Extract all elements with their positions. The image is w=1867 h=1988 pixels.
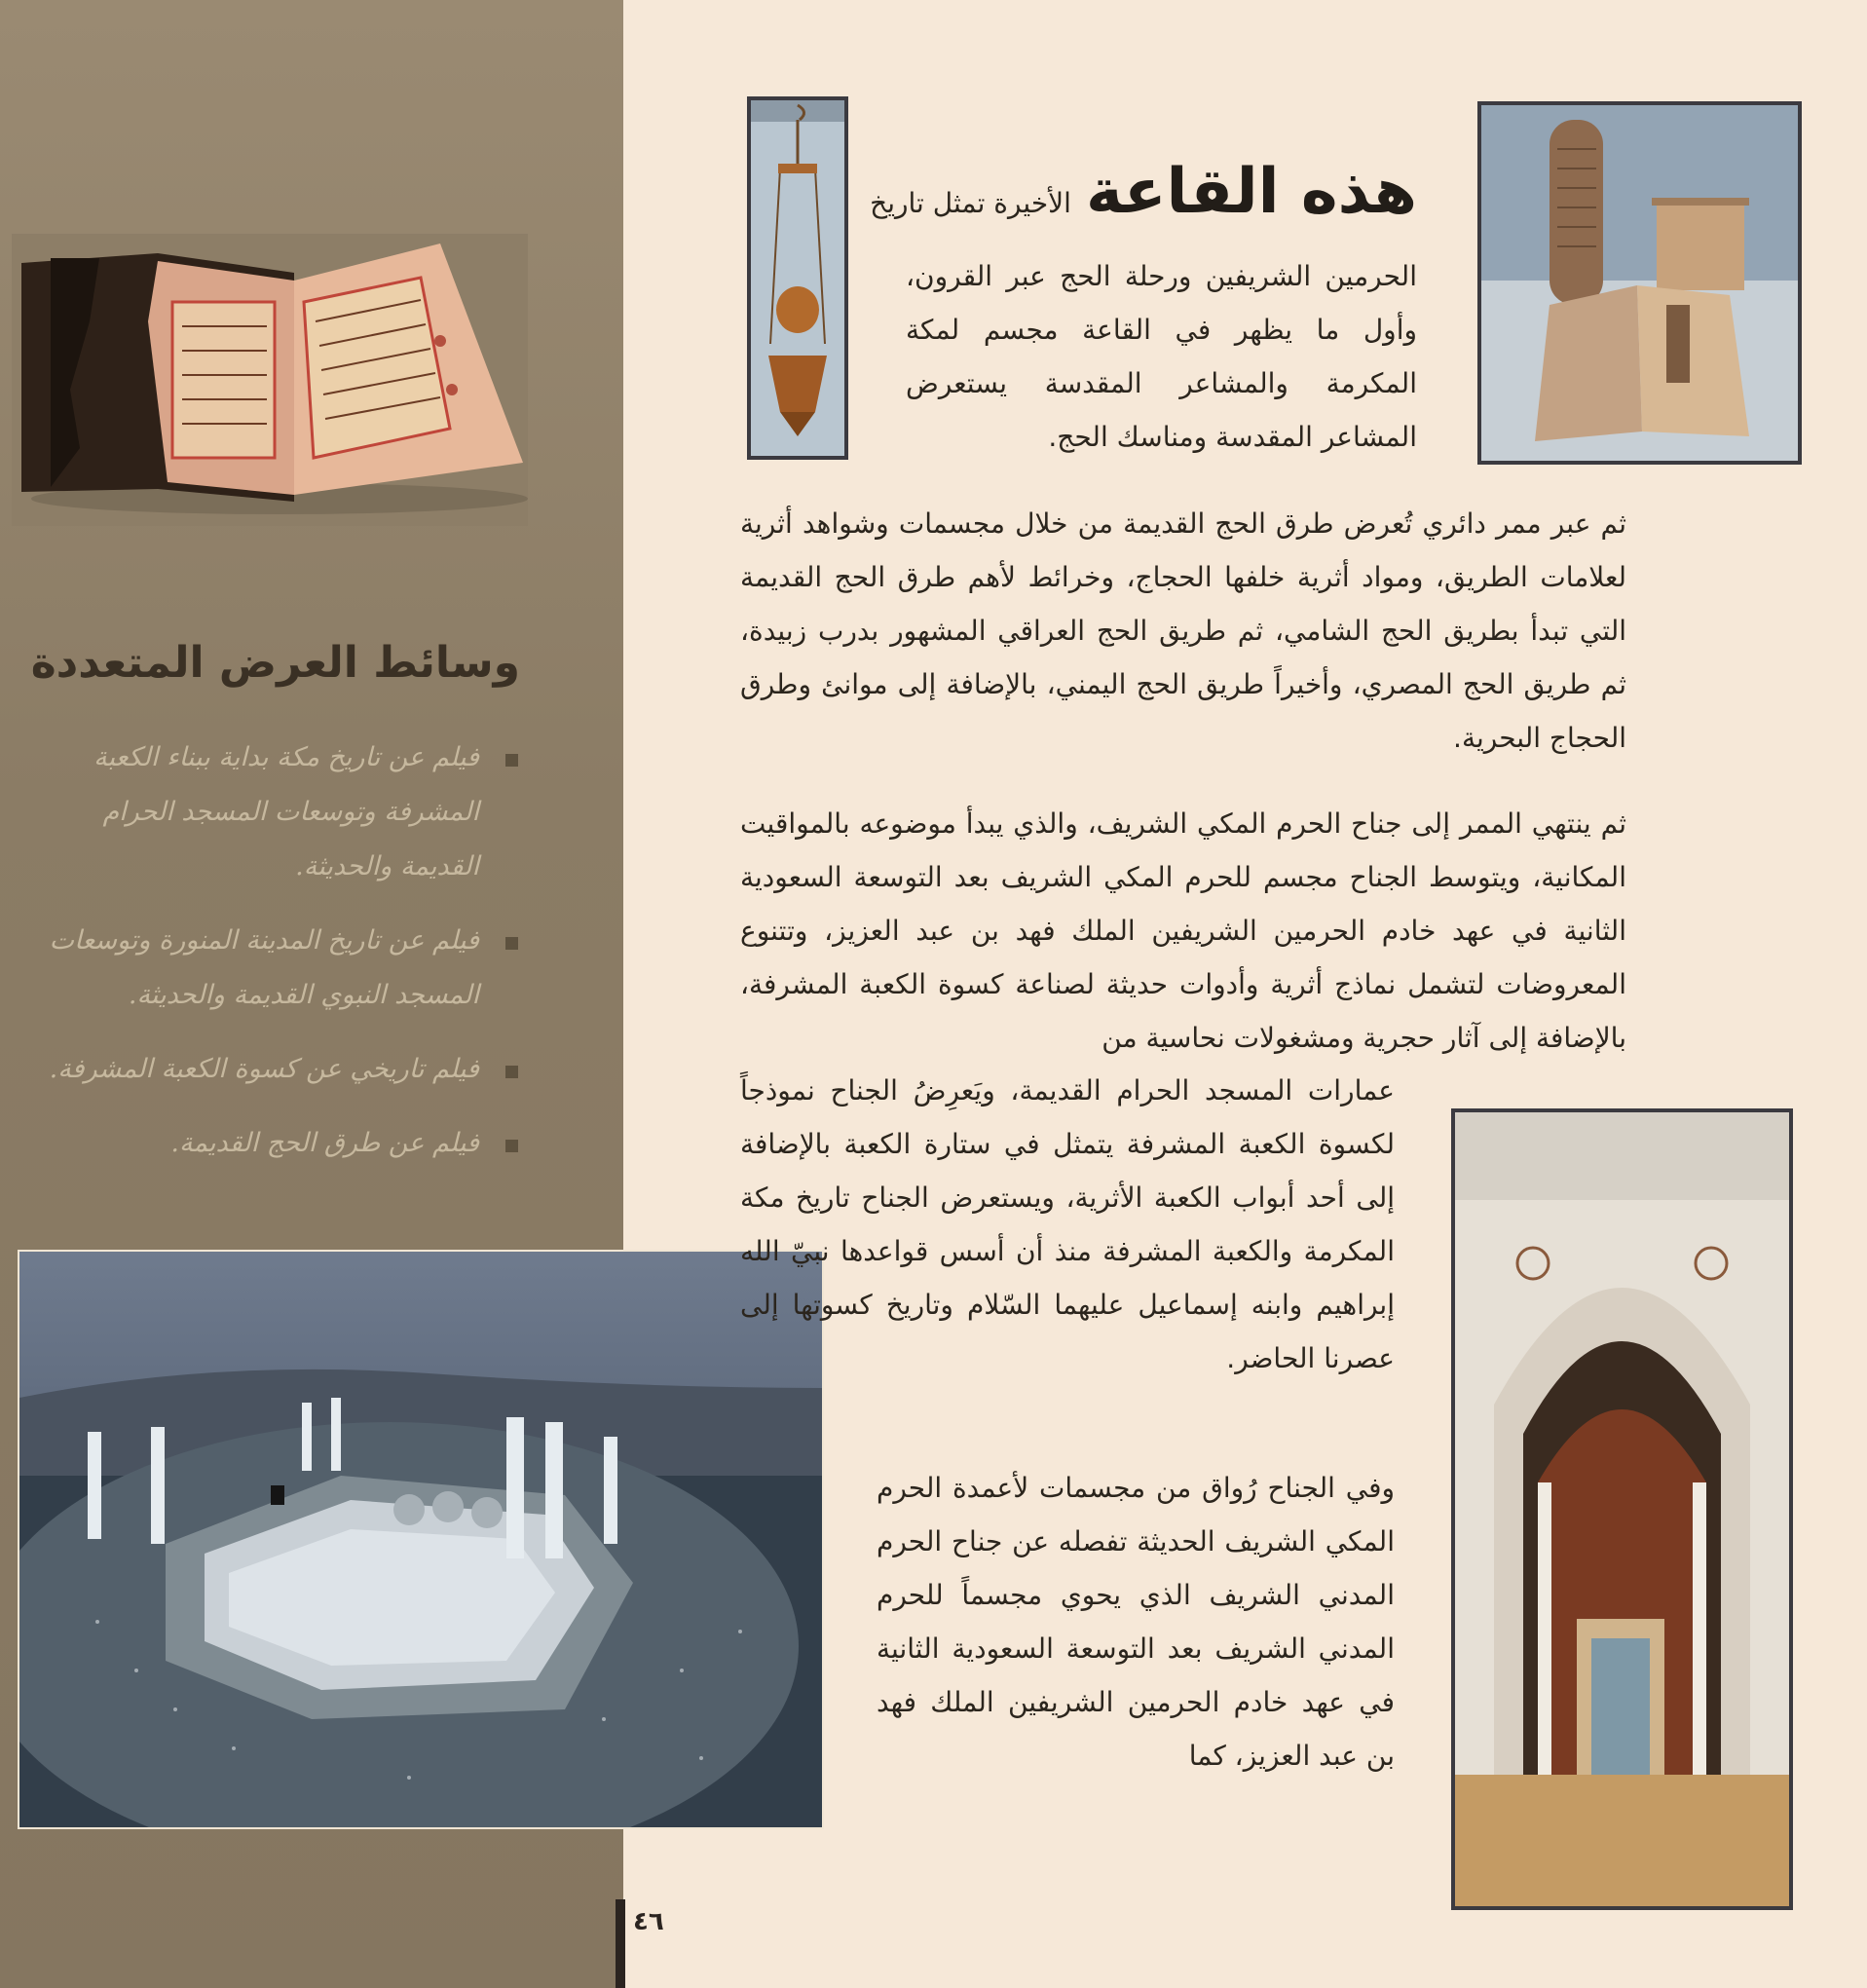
list-item: فيلم عن تاريخ مكة بداية ببناء الكعبة المشرفة وتوسعات المسجد الحرام القديمة والحديثة. <box>19 731 526 894</box>
lantern-photo <box>747 96 848 460</box>
arch-hall-photo <box>1451 1108 1793 1910</box>
sidebar-title: وسائط العرض المتعددة <box>30 638 520 688</box>
list-item: فيلم تاريخي عن كسوة الكعبة المشرفة. <box>19 1042 526 1097</box>
square-bullet-icon <box>505 1066 518 1078</box>
list-item: فيلم عن طرق الحج القديمة. <box>19 1116 526 1171</box>
paragraph-kiswa: عمارات المسجد الحرام القديمة، ويَعرِضُ الجناح نموذجاً لكسوة الكعبة المشرفة يتمثل في ستارة الكعبة بالإضافة إلى أحد أبواب الكعبة الأثرية، ويستعرض الجناح تاريخ مكة المكرمة والكعبة المشرفة منذ أن أسس قواعدها نبيّ الله إبراهيم وابنه إسماعيل عليهما السّلام وتاريخ كسوتها إلى عصرنا الحاضر. <box>740 1074 1395 1374</box>
intro-lead: الأخيرة تمثل تاريخ <box>870 187 1071 219</box>
paragraph-ancient-routes: ثم عبر ممر دائري تُعرض طرق الحج القديمة من خلال مجسمات وشواهد أثرية لعلامات الطريق، ومواد أثرية خلفها الحجاج، وخرائط لأهم طرق الحج القديمة التي تبدأ بطريق الحج الشامي، ثم طريق الحج العراقي المشهور بدرب زبيدة، ثم طريق الحج المصري، وأخيراً طريق الحج اليمني، بالإضافة إلى موانئ وطرق الحجاج البحرية. <box>740 507 1626 754</box>
list-item: فيلم عن تاريخ المدينة المنورة وتوسعات المسجد النبوي القديمة والحديثة. <box>19 914 526 1023</box>
square-bullet-icon <box>505 937 518 950</box>
paragraph-madinah-wing: وفي الجناح رُواق من مجسمات لأعمدة الحرم المكي الشريف الحديثة تفصله عن جناح الحرم المدني الشريف الذي يحوي مجسماً للحرم المدني الشريف بعد التوسعة السعودية الثانية في عهد خادم الحرمين الشريفين الملك فهد بن عبد العزيز، كما <box>877 1472 1395 1772</box>
square-bullet-icon <box>505 754 518 767</box>
haram-aerial-photo <box>18 1250 824 1829</box>
section-heading: هذه القاعة <box>1086 156 1417 228</box>
multimedia-list <box>19 731 526 1190</box>
intro-heading-block <box>870 156 1417 244</box>
page-number: ٤٦ <box>633 1907 664 1936</box>
manuscript-exhibit-photo <box>1477 101 1802 465</box>
page-number-bar <box>616 1899 625 1988</box>
intro-paragraph: الحرمين الشريفين ورحلة الحج عبر القرون، وأول ما يظهر في القاعة مجسم لمكة المكرمة والمشاعر المقدسة يستعرض المشاعر المقدسة ومناسك الحج. <box>906 260 1417 453</box>
square-bullet-icon <box>505 1140 518 1152</box>
manuscript-photo <box>12 234 528 526</box>
paragraph-makkah-wing: ثم ينتهي الممر إلى جناح الحرم المكي الشريف، والذي يبدأ موضوعه بالمواقيت المكانية، ويتوسط الجناح مجسم للحرم المكي الشريف بعد التوسعة السعودية الثانية في عهد خادم الحرمين الشريفين الملك فهد بن عبد العزيز، وتتنوع المعروضات لتشمل نماذج أثرية وأدوات حديثة لصناعة كسوة الكعبة المشرفة، بالإضافة إلى آثار حجرية ومشغولات نحاسية من <box>740 807 1626 1054</box>
